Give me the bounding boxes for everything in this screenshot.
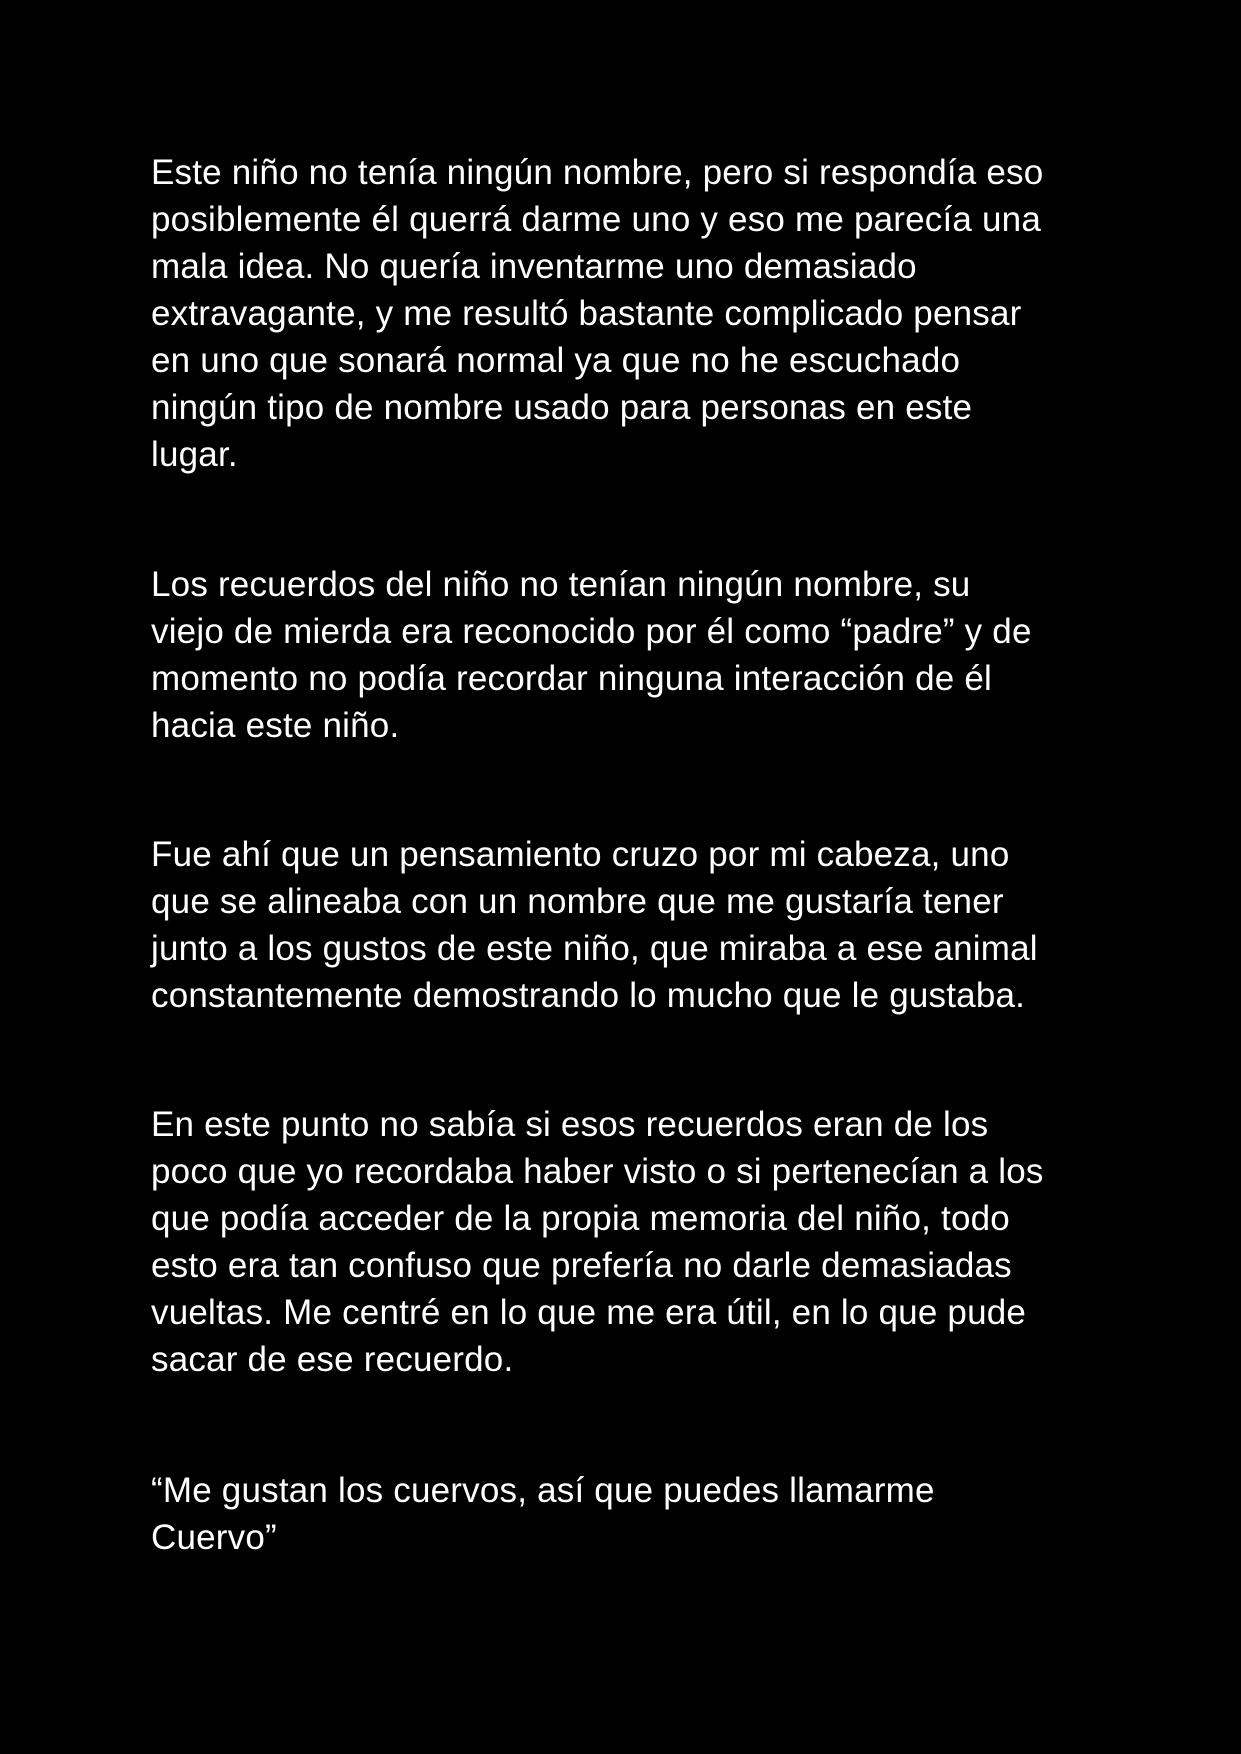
paragraph-1: Este niño no tenía ningún nombre, pero si respondía eso posiblemente él querrá darme uno y eso me parecía una mala idea. No quería inventarme uno demasiado extravagante, y me resultó bastante complicado pensar en uno que sonará normal ya que no he escuchado ningún tipo de nombre usado para personas en este lugar. (151, 153, 1044, 474)
paragraph-2: Los recuerdos del niño no tenían ningún nombre, su viejo de mierda era reconocido por él como “padre” y de momento no podía recordar ninguna interacción de él hacia este niño. (151, 565, 1032, 745)
paragraph-3: Fue ahí que un pensamiento cruzo por mi cabeza, uno que se alineaba con un nombre que me gustaría tener junto a los gustos de este niño, que miraba a ese animal constantemente demostrando lo mucho que le gustaba. (151, 835, 1038, 1015)
paragraph-4: En este punto no sabía si esos recuerdos eran de los poco que yo recordaba haber visto o si pertenecían a los que podía acceder de la propia memoria del niño, todo esto era tan confuso que prefería no darle demasiadas vueltas. Me centré en lo que me era útil, en lo que pude sacar de ese recuerdo. (151, 1105, 1044, 1379)
paragraph-5: “Me gustan los cuervos, así que puedes llamarme Cuervo” (151, 1471, 935, 1557)
